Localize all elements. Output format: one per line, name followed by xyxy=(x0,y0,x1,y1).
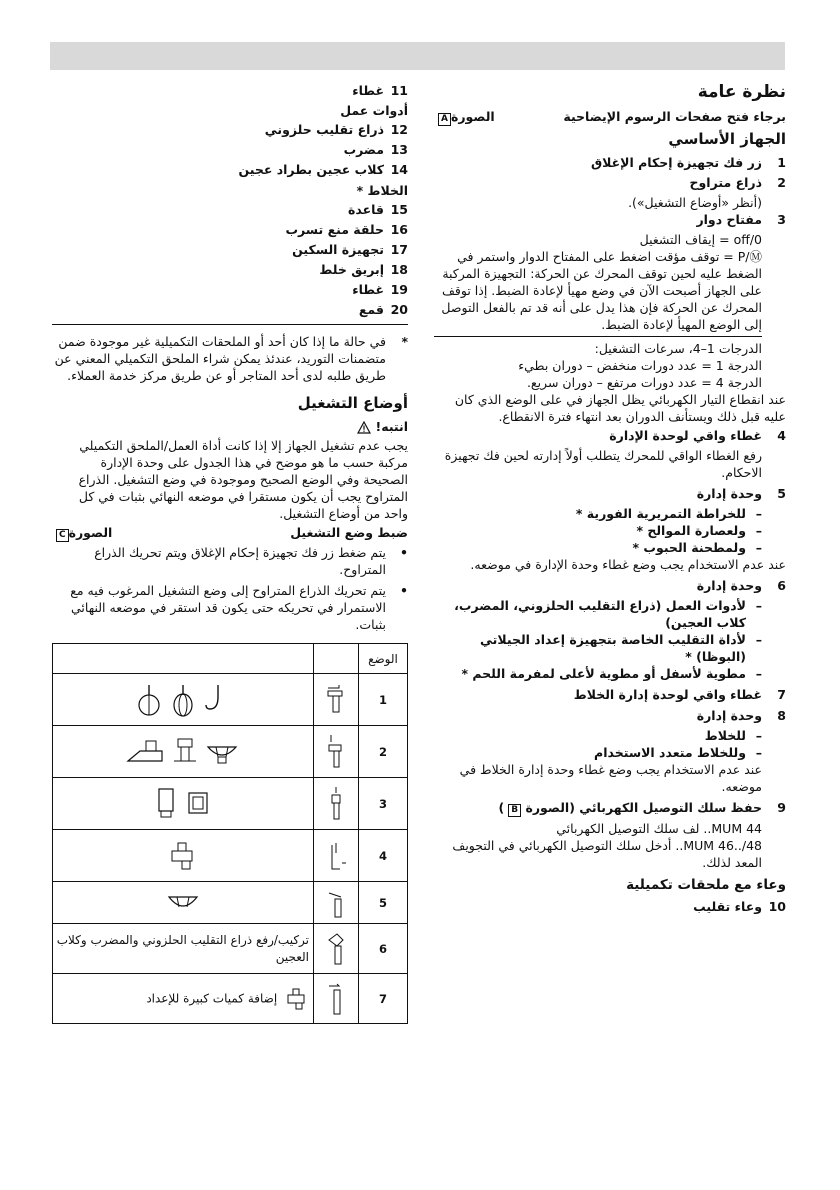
set-mode-heading: ضبط وضع التشغيل الصورةC xyxy=(52,524,408,542)
list-item: 6 وحدة إدارة xyxy=(696,578,786,593)
tools-title: أدوات عمل xyxy=(340,103,408,118)
table-row: 6 تركيب/رفع ذراع التقليب الحلزوني والمضرب وكلاب العجين xyxy=(53,924,408,974)
left-column xyxy=(52,82,408,1024)
mixer-position-6-icon xyxy=(325,932,347,966)
list-item: 17 تجهيزة السكين xyxy=(292,242,408,257)
list-item: 4 غطاء واقي لوحدة الإدارة xyxy=(609,428,786,443)
list-item: 3 مفتاح دوار xyxy=(696,212,786,227)
list-item: 19 غطاء xyxy=(352,282,408,297)
modes-table xyxy=(52,643,408,1024)
table-row: 7 إضافة كميات كبيرة للإعداد xyxy=(53,974,408,1024)
mixer-position-5-icon xyxy=(325,887,347,919)
table-row: 5 xyxy=(53,882,408,924)
overview-title: نظرة عامة xyxy=(697,82,786,102)
multi-mixer-icon xyxy=(183,787,213,821)
blender-title: الخلاط * xyxy=(356,183,408,198)
mixer-position-1-icon xyxy=(325,685,347,715)
stirrer-icon xyxy=(134,683,164,717)
table-header-row xyxy=(53,644,408,674)
food-processor-icon xyxy=(126,737,166,767)
footnote: * في حالة ما إذا كان أحد أو الملحقات التكميلية غير موجودة ضمن متضمنات التوريد، عندئذ يمكن شراء الملحق التكميلي المعني عن طريق طلبه لدى أحد المتاجر أو عن طريق مركز خدمة العملاء. xyxy=(54,334,408,383)
header-bar xyxy=(50,42,785,70)
base-unit-title: الجهاز الأساسي xyxy=(668,130,786,148)
list-item: 1 زر فك تجهيزة إحكام الإغلاق xyxy=(590,155,786,170)
list-item: 14 كلاب عجين بطراد عجين xyxy=(238,162,408,177)
shredder-small-icon xyxy=(285,988,309,1010)
warning-text: يجب عدم تشغيل الجهاز إلا إذا كانت أداة العمل/الملحق التكميلي مركبة حسب ما هو موضح في هذا الجدول على وحدة الإدارة الصحيحة وفي الوضع الصحيح وموجودة في وضع التشغيل. الذراع المتراوح يجب أن يكون مستقرا في موضعه النهائي بثبات في كل واحد من أوضاع التشغيل. xyxy=(78,438,408,521)
juicer-icon xyxy=(204,737,240,767)
list-item: 2 ذراع متراوح xyxy=(689,175,786,190)
intro-line: برجاء فتح صفحات الرسوم الإيضاحية الصورةA xyxy=(434,108,786,126)
divider xyxy=(52,324,408,325)
list-item: 8 وحدة إدارة xyxy=(696,708,786,723)
list-item: • يتم تحريك الذراع المتراوح إلى وضع التشغيل المرغوب فيه مع الاستمرار في تحريكه حتى يكون قد استقر في موضعه النهائي بثبات. xyxy=(70,583,408,632)
list-item: 9 حفظ سلك التوصيل الكهربائي (الصورة B) xyxy=(498,800,786,815)
mixer-position-4-icon xyxy=(324,839,348,873)
list-item: • يتم ضغط زر فك تجهيزة إحكام الإغلاق ويتم تحريك الذراع المتراوح. xyxy=(94,545,408,577)
list-item: 15 قاعدة xyxy=(347,202,408,217)
list-item: 5 وحدة إدارة xyxy=(696,486,786,501)
warning-heading: انتبه! xyxy=(52,418,408,435)
table-row: 2 xyxy=(53,726,408,778)
divider xyxy=(434,336,762,337)
warning-icon xyxy=(357,421,371,434)
list-item: 16 حلقة منع تسرب xyxy=(285,222,408,237)
whisk-icon xyxy=(168,683,198,717)
table-header: الوضع xyxy=(359,644,408,674)
bowl-section-title: وعاء مع ملحقات تكميلية xyxy=(626,877,786,893)
figure-b-icon: B xyxy=(508,804,521,817)
list-item: 13 مضرب xyxy=(343,142,408,157)
modes-title: أوضاع التشغيل xyxy=(297,394,408,412)
list-item: 12 ذراع تقليب حلزوني xyxy=(264,122,408,137)
list-item: 7 غطاء واقي لوحدة إدارة الخلاط xyxy=(573,687,786,702)
table-row: 1 xyxy=(53,674,408,726)
mixer-position-2-icon xyxy=(325,735,347,769)
citrus-press-icon xyxy=(165,889,201,917)
meat-grinder-icon xyxy=(170,737,200,767)
list-item: 18 إبريق خلط xyxy=(319,262,408,277)
table-row: 3 xyxy=(53,778,408,830)
right-column: نظرة عامة برجاء فتح صفحات الرسوم الإيضاحية الصورةA الجهاز الأساسي 1 زر فك تجهيزة إحكام الإغلاق 2 ذراع متراوح (أنظر «أوضاع التشغيل»). 3 مفتاح دوار off/0 = إيقاف التشغيل P/Ⓜ = توقف مؤقت اضغط على المفتاح الدوار واستمر في الضغط عليه لحين توقف المحرك عن الحركة: التجهيزة المركبة على الجهاز أصبحت الآن في وضع مهيأ لإعادة الضبط. إذا توقف المحرك عن الحركة فإن هذا يدل على أنه قد تم بالفعل التوصل إلى الوضع المهيأ لإعادة الضبط. الدرجات 1–4، سرعات التشغيل: الدرجة 1 = عدد دورات منخفض – دوران بطيء الدرجة 4 = عدد دورات مرتفع – دوران سريع. عند انقطاع التيار الكهربائي يظل الجهاز في على الوضع الذي كان عليه قبل ذلك ويستأنف الدوران بعد انتهاء فترة الانقطاع. 4 غطاء واقي لوحدة الإدارة رفع الغطاء الواقي للمحرك يتطلب أولاً إدارته لحين فك تجهيزة الاحكام. 5 وحدة إدارة – للخراطة التمريرية الفورية * – ولعصارة الموالح * – ولمطحنة الحبوب * عند عدم الاستخدام يجب وضع غطاء وحدة الإدارة في موضعه. 6 وحدة إدارة – لأدوات العمل (ذراع التقليب الحلزوني، المضرب، كلاب العجين) – لأداة التقليب الخاصة بتجهيزة إعداد الجيلاتي (البوظا) * – مطوية لأسفل أو مطوية لأعلى لمفرمة اللحم * 7 غطاء واقي لوحدة إدارة الخلاط 8 وحدة إدارة – للخلاط – وللخلاط متعدد الاستخدام عند عدم الاستخدام يجب وضع غطاء وحدة إدارة الخلاط في موضعه. 9 حفظ سلك التوصيل الكهربائي (الصورة B) MUM 44.. لف سلك التوصيل الكهربائي MUM 46../48.. أدخل سلك التوصيل الكهربائي في التجويف المعد لذلك. وعاء مع ملحقات تكميلية 10 وعاء تقليب xyxy=(434,82,786,918)
list-item: 11 غطاء xyxy=(352,83,408,98)
mixer-position-3-icon xyxy=(325,787,347,821)
figure-a-icon: A xyxy=(438,113,451,126)
list-item: 20 قمع xyxy=(358,302,408,317)
blender-jug-icon xyxy=(153,787,179,821)
dough-hook-icon xyxy=(202,683,232,717)
figure-c-icon: C xyxy=(56,529,69,542)
mixer-position-7-icon xyxy=(325,982,347,1016)
shredder-icon xyxy=(168,841,198,871)
list-item: 10 وعاء تقليب xyxy=(693,899,786,914)
table-row: 4 xyxy=(53,830,408,882)
